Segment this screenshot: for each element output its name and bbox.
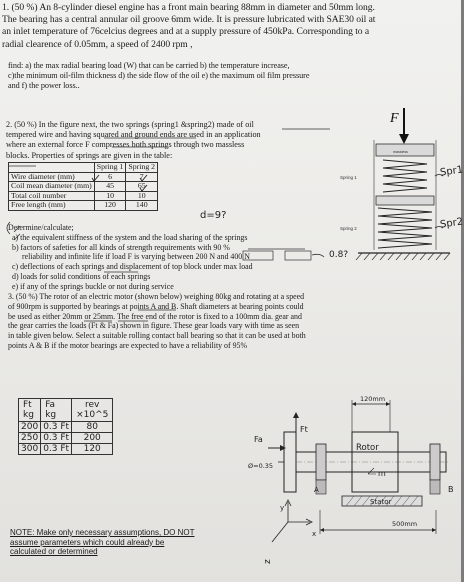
table-cell: Spring 1 xyxy=(94,163,126,173)
stator-label: Stator xyxy=(370,498,392,506)
dim-bottom-label: 500mm xyxy=(392,520,418,528)
q2-determine-line: reliability and infinite life if load F is varying between 200 N and 400 N xyxy=(22,252,250,262)
table-cell: 6 xyxy=(94,172,126,182)
q2-determine-line: b) factors of safeties for all kinds of strength requirements with 90 % xyxy=(12,242,230,252)
force-label: F xyxy=(390,111,399,126)
q2-determine-line: e) if any of the springs buckle or not during service xyxy=(12,281,174,291)
q1-line: an inlet temperature of 76celcius degrees and at a supply pressure of 450kPa. Corresponding to a xyxy=(2,26,370,38)
dim-top-label: 120mm xyxy=(360,395,386,403)
table-cell: 250 xyxy=(19,433,41,444)
q1-line: 1. (50 %) An 8-cylinder diesel engine has a front main bearing 88mm in diameter and 50mm long. xyxy=(2,2,375,13)
q3-line: be used as either 20mm or 25mm. The free end of the rotor is fixed to a 100mm dia. gear and xyxy=(8,311,302,321)
spring1-label: Spring 1 xyxy=(340,175,357,180)
q2-line: 2. (50 %) In the figure next, the two springs (spring1 &spring2) made of oil xyxy=(6,120,254,129)
table-cell: 200 xyxy=(19,422,41,433)
table-cell: 120 xyxy=(72,444,113,455)
handwritten-spr2: Spr2 xyxy=(439,216,464,231)
table-cell: 0.3 Ft xyxy=(41,433,72,444)
table-cell: rev ×10^5 xyxy=(72,399,113,422)
q1-find: c)the minimum oil-film thickness d) the side flow of the oil e) the maximum oil film pressure xyxy=(8,71,310,81)
table-cell: Total coil number xyxy=(9,191,95,201)
table-cell: Spring 2 xyxy=(126,163,158,173)
q2-determine-line: c) deflections of each springs and displacement of top block under max load xyxy=(12,262,253,272)
note-line: NOTE: Make only necessary assumptions, DO NOT xyxy=(10,528,195,537)
table-cell: 65 xyxy=(126,182,158,192)
q3-line: of 900rpm is supported by bearings at points A and B. Shaft diameters at bearing points could xyxy=(8,301,304,311)
q2-determine-line: d) loads for solid conditions of each springs xyxy=(12,271,151,281)
table-cell: Fa kg xyxy=(41,399,72,422)
table-cell: 0.3 Ft xyxy=(41,422,72,433)
q2-line: blocks. Properties of springs are given in the table: xyxy=(6,150,173,160)
ft-label: Ft xyxy=(300,425,308,434)
axis-y-label: y xyxy=(280,504,285,512)
axis-x-label: x xyxy=(312,530,317,538)
handwritten-note: 0.8? xyxy=(329,250,349,260)
table-row xyxy=(19,422,113,433)
q2-line: where an external force F compresses both springs through two massless xyxy=(6,140,245,150)
gear-load-table xyxy=(18,398,113,455)
q1-line: radial clearence of 0.05mm, a speed of 2400 rpm , xyxy=(2,38,193,50)
table-cell: 10 xyxy=(126,191,158,201)
table-row xyxy=(19,444,113,455)
q3-line: points A & B if the motor bearings are expected to have a reliability of 95% xyxy=(8,340,248,350)
q3-line: the gear carries the loads (Ft & Fa) shown in figure. These gear loads vary with time as seen xyxy=(8,321,300,331)
table-cell: Coil mean diameter (mm) xyxy=(9,182,95,192)
spring2-label: Spring 2 xyxy=(340,226,357,231)
table-cell: 80 xyxy=(72,422,113,433)
q2-determine-line: Determine/calculate; xyxy=(8,223,74,232)
table-cell: 300 xyxy=(19,444,41,455)
q1-line: The bearing has a central annular oil groove 6mm wide. It is pressure lubricated with SAE30 oil at xyxy=(2,14,376,26)
table-cell: 0.3 Ft xyxy=(41,444,72,455)
table-row xyxy=(19,433,113,444)
q2-determine-line: a) the equivalent stiffness of the system and the load sharing of the springs xyxy=(12,232,248,242)
table-cell: Wire diameter (mm) xyxy=(9,172,95,182)
block-label: massless xyxy=(393,150,408,154)
table-cell: 120 xyxy=(94,201,126,211)
handwritten-note: d=9? xyxy=(200,210,227,221)
table-cell: 45 xyxy=(94,182,126,192)
q3-line: in table given below. Select a suitable rolling contact ball bearing so that it can be used at both xyxy=(8,331,306,341)
q3-note xyxy=(10,528,195,557)
note-line: calculated or determined xyxy=(10,547,98,557)
table-header-row xyxy=(19,399,113,422)
rotor-label: Rotor xyxy=(356,443,379,453)
bearing-a-label: A xyxy=(314,486,319,494)
table-cell: Ft kg xyxy=(19,399,41,422)
bearing-b-label: B xyxy=(448,485,454,494)
table-cell: Free length (mm) xyxy=(9,201,95,211)
mass-label: m xyxy=(378,469,386,478)
fa-label: Fa xyxy=(254,435,263,444)
table-cell: 7 xyxy=(126,172,158,182)
q1-find: and f) the power loss.. xyxy=(8,81,80,91)
rotor-figure xyxy=(250,392,460,582)
note-line: assume parameters which could already be xyxy=(10,537,165,547)
q2-line: tempered wire and having squared and ground ends are used in an application xyxy=(6,130,261,140)
q3-line: 3. (50 %) The rotor of an electric motor (shown below) weighing 80kg and rotating at a speed xyxy=(8,292,305,301)
handwritten-spr1: Spr1 xyxy=(439,164,464,179)
axis-z-label: z xyxy=(263,559,273,564)
table-cell: 10 xyxy=(94,191,126,201)
table-cell: 140 xyxy=(126,201,158,211)
q1-find: find: a) the max radial bearing load (W) that can be carried b) the temperature increase, xyxy=(8,60,290,70)
dia-label: Ø=0.35 xyxy=(248,462,274,470)
table-cell: 200 xyxy=(72,433,113,444)
